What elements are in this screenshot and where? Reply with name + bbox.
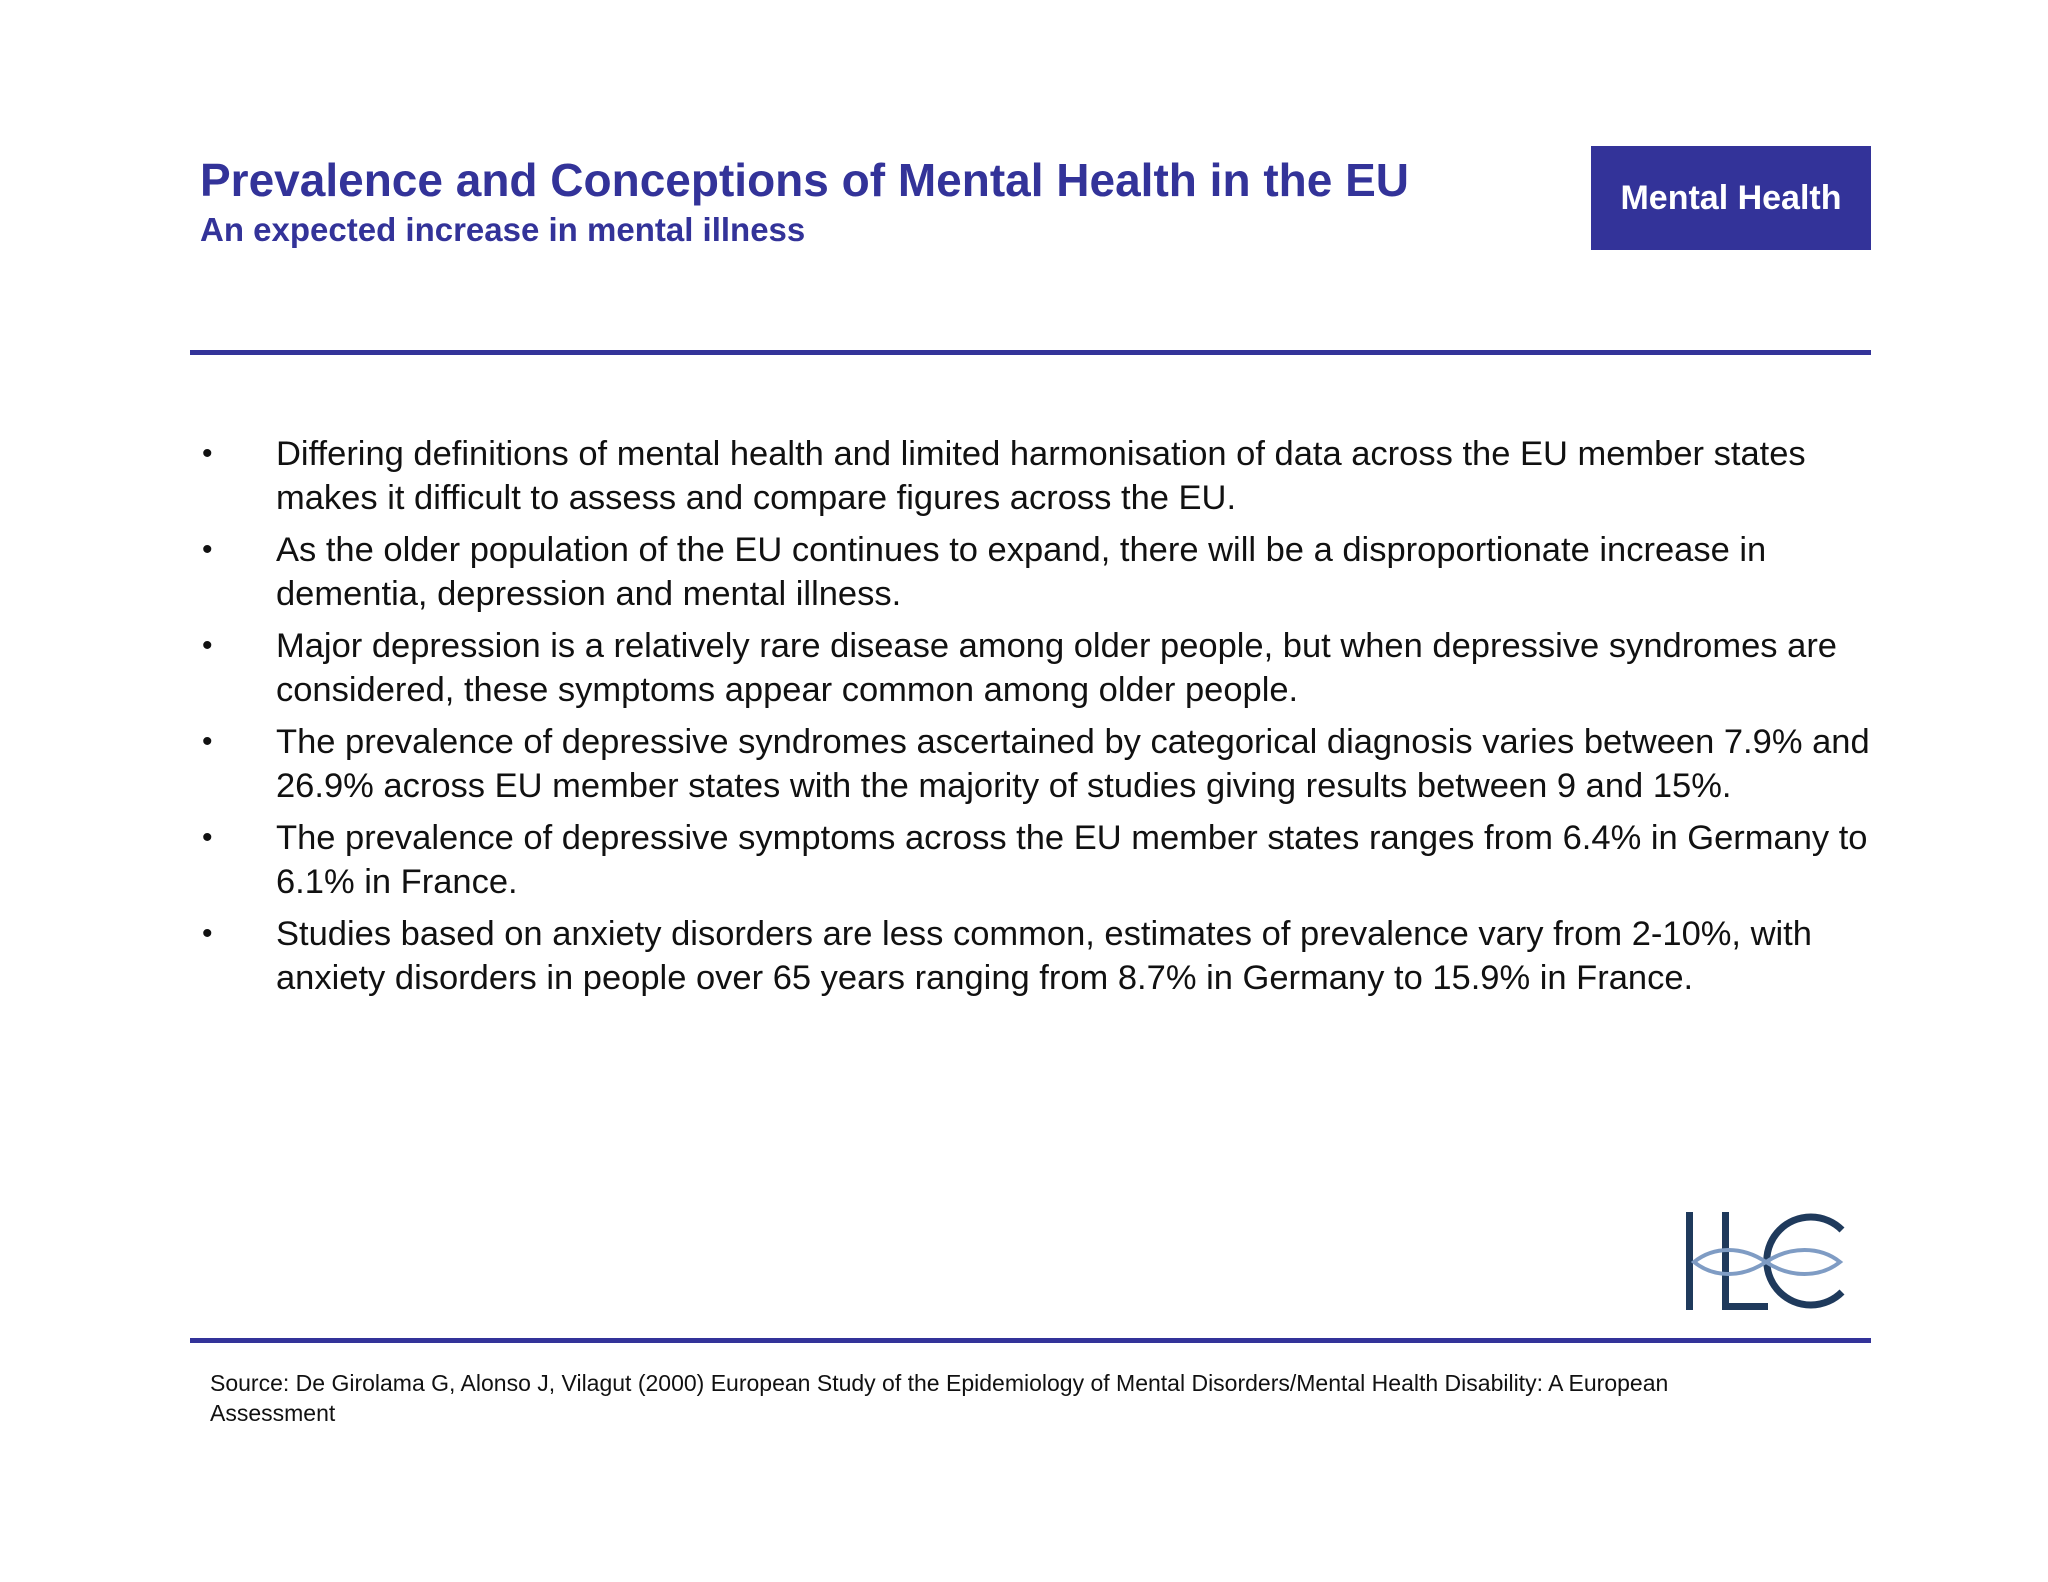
bullet-marker: •	[202, 917, 213, 950]
bullet-text: Studies based on anxiety disorders are less common, estimates of prevalence vary from 2-10%, with anxiety disorders in people over 65 years ranging from 8.7% in Germany to 15.9% in France.	[276, 915, 1812, 997]
bullet-text: As the older population of the EU continues to expand, there will be a disproportionate increase in dementia, depression and mental illness.	[276, 531, 1767, 613]
bullet-text: Major depression is a relatively rare disease among older people, but when depressive syndromes are considered, these symptoms appear common among older people.	[276, 627, 1837, 709]
bullet-item	[200, 720, 1900, 808]
ilc-logo-graphic	[1680, 1208, 1852, 1314]
bullet-marker: •	[202, 725, 213, 758]
logo-letter-l-foot	[1722, 1303, 1768, 1310]
footer-divider	[190, 1338, 1871, 1343]
ilc-logo-icon	[1680, 1208, 1852, 1314]
bullet-item	[200, 528, 1900, 616]
section-tag-label: Mental Health	[1620, 178, 1842, 217]
bullet-item	[200, 432, 1900, 520]
bullet-text: The prevalence of depressive symptoms across the EU member states ranges from 6.4% in Germany to 6.1% in France.	[276, 819, 1868, 901]
bullet-marker: •	[202, 437, 213, 470]
page-title: Prevalence and Conceptions of Mental Health in the EU	[200, 154, 1410, 206]
bullet-item	[200, 624, 1900, 712]
bullet-text: The prevalence of depressive syndromes ascertained by categorical diagnosis varies between 7.9% and 26.9% across EU member states with the majority of studies giving results between 9 and 15%.	[276, 723, 1870, 805]
source-citation: Source: De Girolama G, Alonso J, Vilagut (2000) European Study of the Epidemiology of Mental Disorders/Mental Health Disability: A European Assessment	[210, 1370, 1669, 1426]
logo-letter-l-stem	[1722, 1212, 1729, 1310]
bullet-marker: •	[202, 629, 213, 662]
bullet-marker: •	[202, 821, 213, 854]
bullet-text: Differing definitions of mental health and limited harmonisation of data across the EU member states makes it difficult to assess and compare figures across the EU.	[276, 435, 1806, 517]
bullet-marker: •	[202, 533, 213, 566]
bullet-item	[200, 816, 1900, 904]
page-subtitle: An expected increase in mental illness	[200, 211, 806, 248]
header-divider	[190, 350, 1871, 355]
bullet-item	[200, 912, 1900, 1000]
logo-letter-c	[1767, 1217, 1842, 1305]
logo-letter-i	[1686, 1212, 1693, 1310]
section-tag	[1591, 146, 1871, 250]
bullet-list	[200, 432, 1900, 1008]
